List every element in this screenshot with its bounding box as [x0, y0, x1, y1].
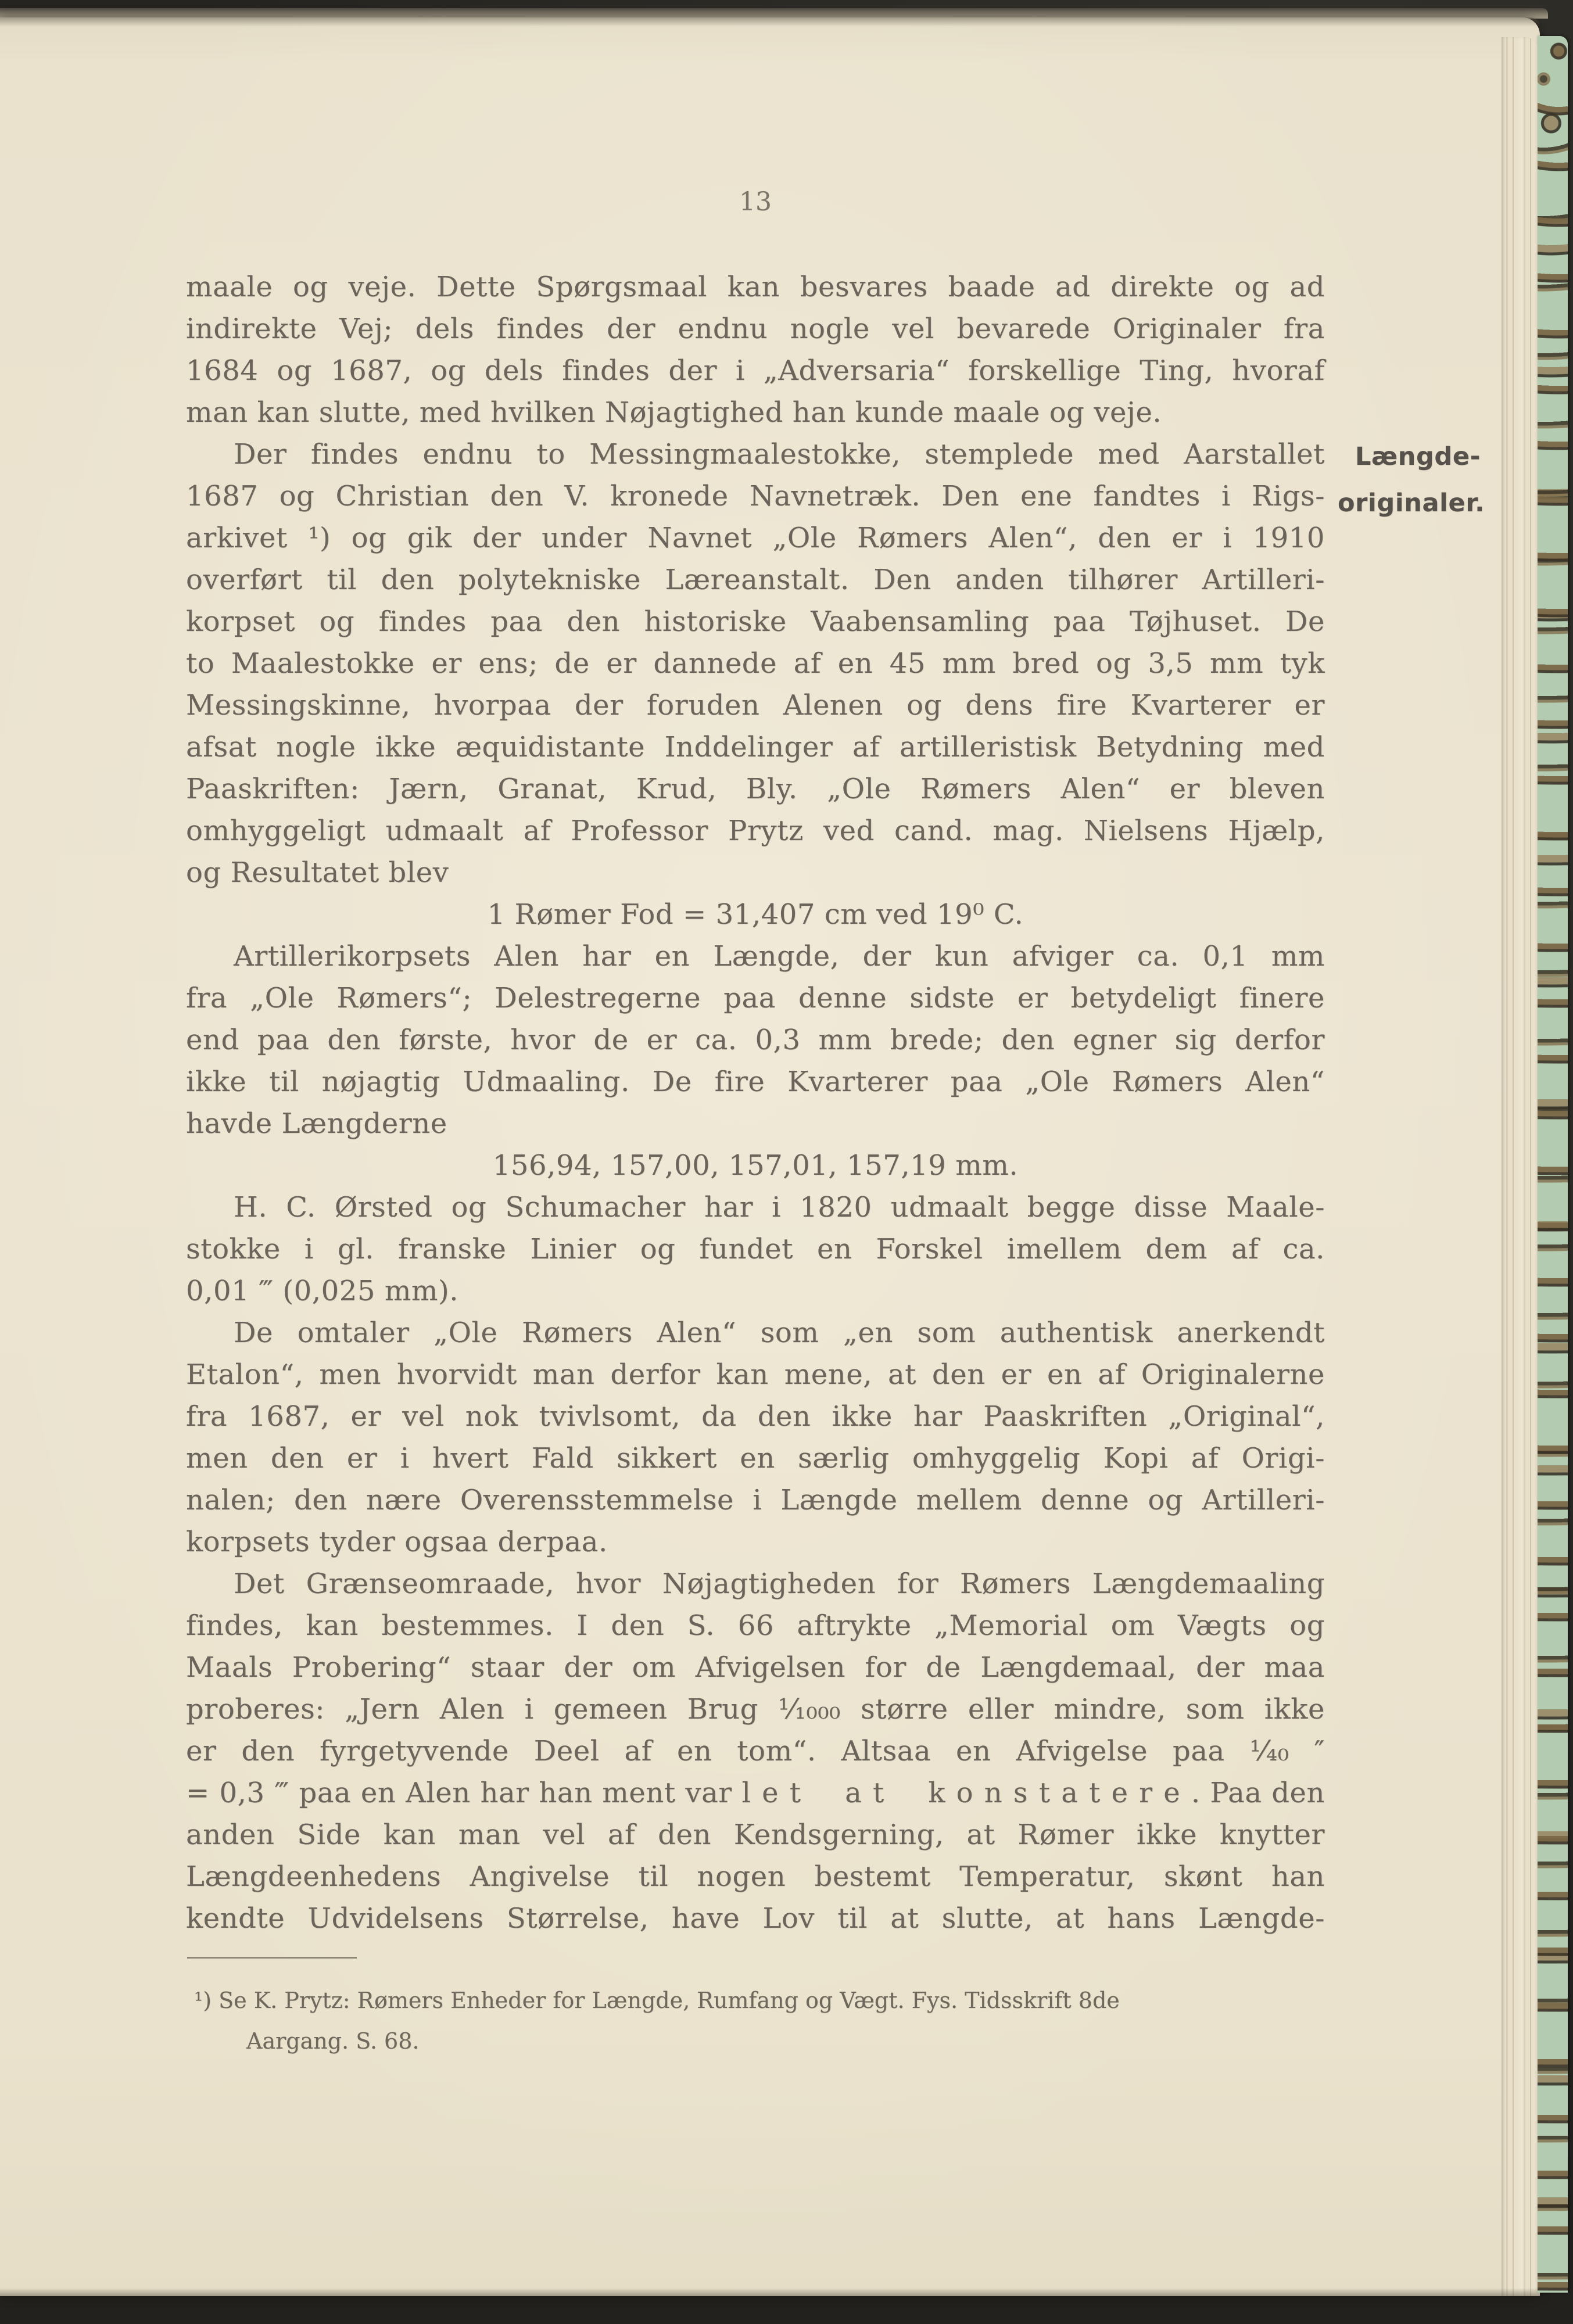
- text-line: [186, 1772, 1325, 1814]
- text-segment: . Paa den: [1191, 1777, 1325, 1809]
- text-line: Der findes endnu to Messingmaalestokke, stemplede med Aarstallet: [234, 438, 1325, 471]
- text-line: to Maalestokke er ens; de er dannede af en 45 mm bred og 3,5 mm tyk: [186, 647, 1325, 680]
- text-line: Paaskriften: Jærn, Granat, Krud, Bly. „Ole Rømers Alen“ er bleven: [186, 773, 1325, 805]
- text-line: indirekte Vej; dels findes der endnu nogle vel bevarede Originaler fra: [186, 313, 1325, 345]
- text-line: ikke til nøjagtig Udmaaling. De fire Kvarterer paa „Ole Rømers Alen“: [186, 1066, 1325, 1098]
- text-line: Det Grænseomraade, hvor Nøjagtigheden for Rømers Længdemaaling: [234, 1568, 1325, 1600]
- text-line: overført til den polytekniske Læreanstalt. Den anden tilhører Artilleri-: [186, 564, 1325, 596]
- text-block: [186, 266, 1325, 1939]
- page: [0, 17, 1540, 2296]
- text-line: 0,01 ‴ (0,025 mm).: [186, 1275, 459, 1307]
- formula-line: 1 Rømer Fod = 31,407 cm ved 19⁰ C.: [487, 898, 1024, 931]
- text-line: er den fyrgetyvende Deel af en tom“. Altsaa en Afvigelse paa ¹⁄₄₀ ″: [186, 1735, 1325, 1767]
- text-line: H. C. Ørsted og Schumacher har i 1820 udmaalt begge disse Maale-: [234, 1191, 1325, 1224]
- footnote-line: Aargang. S. 68.: [246, 2028, 420, 2054]
- footnote-line: ¹) Se K. Prytz: Rømers Enheder for Længde, Rumfang og Vægt. Fys. Tidsskrift 8de: [194, 1988, 1120, 2013]
- text-line: stokke i gl. franske Linier og fundet en Forskel imellem dem af ca.: [186, 1233, 1325, 1265]
- text-line: afsat nogle ikke æquidistante Inddelinger af artilleristisk Betydning med: [186, 731, 1325, 763]
- text-line: Artillerikorpsets Alen har en Længde, der kun afviger ca. 0,1 mm: [234, 940, 1325, 973]
- page-number: 13: [739, 187, 772, 217]
- marbled-fore-edge: [1538, 36, 1568, 2293]
- text-line: nalen; den nære Overensstemmelse i Længde mellem denne og Artilleri-: [186, 1484, 1325, 1516]
- text-line: Etalon“, men hvorvidt man derfor kan mene, at den er en af Originalerne: [186, 1358, 1325, 1391]
- text-line: kendte Udvidelsens Størrelse, have Lov til at slutte, at hans Længde-: [186, 1902, 1325, 1935]
- text-line: korpsets tyder ogsaa derpaa.: [186, 1526, 608, 1558]
- footnote: [186, 1980, 1325, 2061]
- margin-note-line: originaler.: [1338, 489, 1485, 518]
- text-line: 1684 og 1687, og dels findes der i „Adversaria“ forskellige Ting, hvoraf: [186, 354, 1325, 387]
- margin-note: [1338, 433, 1529, 526]
- text-line: De omtaler „Ole Rømers Alen“ som „en som authentisk anerkendt: [234, 1317, 1325, 1349]
- text-line: findes, kan bestemmes. I den S. 66 aftrykte „Memorial om Vægts og: [186, 1609, 1325, 1642]
- text-segment: = 0,3 ‴ paa en Alen har han ment var: [186, 1777, 742, 1809]
- text-line: omhyggeligt udmaalt af Professor Prytz ved cand. mag. Nielsens Hjælp,: [186, 815, 1325, 847]
- text-line: proberes: „Jern Alen i gemeen Brug ¹⁄₁₀₀₀ større eller mindre, som ikke: [186, 1693, 1325, 1726]
- footnote-rule: [187, 1957, 357, 1959]
- text-line: og Resultatet blev: [186, 856, 449, 889]
- margin-note-line: Længde-: [1355, 442, 1481, 471]
- text-line: fra 1687, er vel nok tvivlsomt, da den ikke har Paaskriften „Original“,: [186, 1400, 1325, 1433]
- emphasized-text: let at konstatere: [741, 1777, 1191, 1809]
- text-line: arkivet ¹) og gik der under Navnet „Ole Rømers Alen“, den er i 1910: [186, 522, 1325, 554]
- values-line: 156,94, 157,00, 157,01, 157,19 mm.: [492, 1149, 1019, 1182]
- text-line: korpset og findes paa den historiske Vaabensamling paa Tøjhuset. De: [186, 605, 1325, 638]
- text-line: 1687 og Christian den V. kronede Navnetræk. Den ene fandtes i Rigs-: [186, 480, 1325, 512]
- page-stack-edge: [1502, 37, 1540, 2296]
- text-line: men den er i hvert Fald sikkert en særlig omhyggelig Kopi af Origi-: [186, 1442, 1325, 1475]
- text-line: Længdeenhedens Angivelse til nogen bestemt Temperatur, skønt han: [186, 1860, 1325, 1893]
- text-line: Maals Probering“ staar der om Afvigelsen for de Længdemaal, der maa: [186, 1651, 1325, 1684]
- text-line: havde Længderne: [186, 1107, 447, 1140]
- text-line: Messingskinne, hvorpaa der foruden Alenen og dens fire Kvarterer er: [186, 689, 1325, 722]
- text-line: anden Side kan man vel af den Kendsgerning, at Rømer ikke knytter: [186, 1819, 1325, 1851]
- text-line: end paa den første, hvor de er ca. 0,3 mm brede; den egner sig derfor: [186, 1024, 1325, 1056]
- text-line: maale og veje. Dette Spørgsmaal kan besvares baade ad direkte og ad: [186, 271, 1325, 303]
- text-line: fra „Ole Rømers“; Delestregerne paa denne sidste er betydeligt finere: [186, 982, 1325, 1014]
- text-line: man kan slutte, med hvilken Nøjagtighed han kunde maale og veje.: [186, 396, 1162, 429]
